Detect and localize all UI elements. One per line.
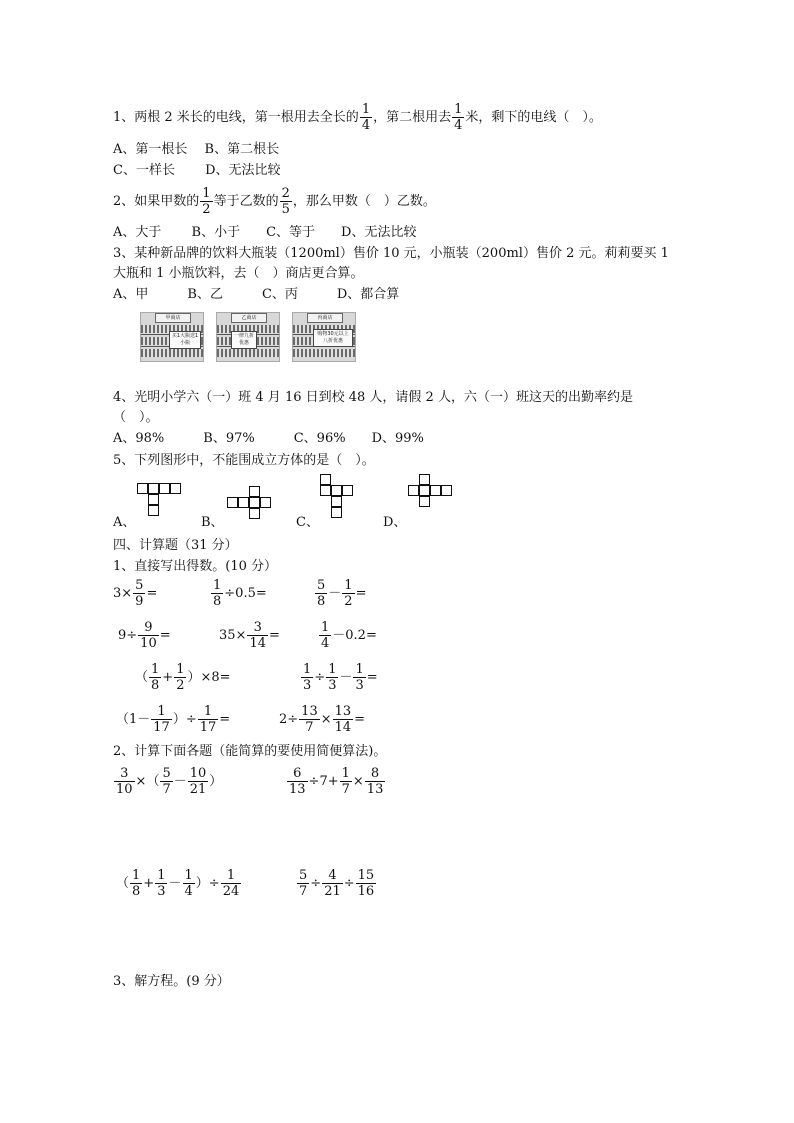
numerator: 8 [365, 766, 386, 782]
net-square [249, 497, 260, 508]
net-square [137, 483, 148, 494]
numerator: 2 [281, 186, 290, 201]
fraction [221, 868, 242, 899]
op-text: = [355, 586, 367, 601]
denominator: 17 [153, 720, 170, 735]
denominator: 24 [222, 884, 240, 899]
op-text: ） [209, 774, 223, 789]
fraction [151, 704, 172, 735]
fraction [130, 868, 142, 899]
denominator: 17 [199, 720, 217, 735]
subsection-1-title: 1、直接写出得数。(10 分） [113, 559, 278, 574]
fraction [301, 662, 313, 693]
calc-r2b [219, 620, 280, 651]
denominator: 8 [317, 594, 326, 609]
fraction [360, 102, 372, 133]
option-c-label: C、 [296, 515, 319, 530]
op-text: －0.2= [332, 628, 377, 643]
denominator: 2 [344, 594, 353, 609]
denominator: 7 [299, 884, 308, 899]
op-text: 9÷ [118, 628, 138, 643]
numerator: 3 [114, 766, 135, 782]
denominator: 3 [157, 884, 166, 899]
fraction [315, 578, 327, 609]
net-square [331, 507, 342, 518]
calc-r1b [210, 578, 267, 609]
numerator: 1 [221, 868, 242, 884]
store-sign: 丙商店 [307, 313, 343, 323]
net-square [320, 485, 331, 496]
numerator: 1 [321, 620, 330, 635]
numerator: 5 [317, 578, 326, 593]
op-text: － [339, 670, 353, 685]
option-b-label: B、 [201, 515, 224, 530]
numerator: 1 [202, 186, 211, 201]
denominator: 2 [176, 678, 185, 693]
calc2-e1 [113, 766, 222, 797]
fraction [200, 186, 212, 217]
op-text: ）÷ [172, 712, 197, 727]
option-a-label: A、 [113, 515, 136, 530]
fraction [183, 868, 195, 899]
denominator: 2 [202, 202, 211, 217]
fraction [247, 620, 268, 651]
fraction [365, 766, 386, 797]
fraction [333, 704, 354, 735]
q1-options-row1: A、第一根长 B、第二根长 [113, 142, 280, 157]
fraction [155, 868, 167, 899]
q2-text: ，那么甲数（ ）乙数。 [292, 194, 436, 209]
op-text: = [219, 712, 231, 727]
bottle-row [141, 349, 203, 357]
fraction [322, 868, 343, 899]
denominator: 10 [116, 782, 133, 797]
fraction [174, 662, 186, 693]
net-square [408, 485, 419, 496]
numerator: 3 [247, 620, 268, 636]
denominator: 13 [366, 782, 384, 797]
denominator: 21 [189, 782, 207, 797]
section-4-title: 四、计算题（31 分） [113, 538, 238, 553]
denominator: 14 [334, 720, 352, 735]
fraction [198, 704, 219, 735]
fraction [297, 868, 309, 899]
fraction [114, 766, 135, 797]
numerator: 1 [151, 662, 160, 677]
op-text: ×（ [135, 774, 160, 789]
bottle-row [293, 349, 355, 357]
denominator: 5 [281, 202, 290, 217]
calc-r2a [118, 620, 171, 651]
op-text: = [366, 670, 378, 685]
op-text: 2÷ [279, 712, 299, 727]
q2-options: A、大于 B、小于 C、等于 D、无法比较 [113, 225, 417, 240]
net-square [419, 496, 430, 507]
op-text: 35× [219, 628, 247, 643]
op-text: － [328, 586, 342, 601]
numerator: 4 [322, 868, 343, 884]
promo-board: 购物30元以上八折优惠 [313, 329, 353, 347]
op-text: ）÷ [195, 876, 220, 891]
numerator: 9 [138, 620, 159, 636]
numerator: 1 [184, 868, 193, 883]
numerator: 1 [303, 662, 312, 677]
fraction [319, 620, 331, 651]
op-text: = [354, 712, 366, 727]
net-square [419, 474, 430, 485]
net-square [331, 485, 342, 496]
fraction [326, 662, 338, 693]
net-square [419, 485, 430, 496]
q3-options: A、甲 B、乙 C、丙 D、都合算 [113, 287, 400, 302]
op-text: ÷ [314, 670, 326, 685]
op-text: （ [116, 876, 130, 891]
store-sign: 甲商店 [155, 313, 191, 323]
denominator: 14 [249, 636, 266, 651]
op-text: = [146, 586, 158, 601]
op-text: ÷7+ [308, 774, 339, 789]
denominator: 10 [140, 636, 157, 651]
denominator: 4 [454, 118, 463, 133]
net-square [170, 483, 181, 494]
numerator: 6 [287, 766, 308, 782]
denominator: 16 [357, 884, 375, 899]
fraction [280, 186, 292, 217]
net-square [148, 483, 159, 494]
promo-board: 买1大瓶送1小瓶 [169, 331, 201, 349]
denominator: 21 [324, 884, 341, 899]
question-3-line1: 3、某种新品牌的饮料大瓶装（1200ml）售价 10 元，小瓶装（200ml）售价 2 元。莉莉要买 1 [113, 246, 669, 261]
fraction [342, 578, 354, 609]
store-jia-image [140, 312, 204, 362]
denominator: 8 [151, 678, 160, 693]
denominator: 8 [132, 884, 141, 899]
fraction [133, 578, 145, 609]
net-square [249, 508, 260, 519]
denominator: 4 [361, 118, 371, 133]
fraction [340, 766, 352, 797]
numerator: 13 [334, 704, 352, 719]
numerator: 1 [454, 102, 463, 117]
q1-text: 1、两根 2 米长的电线，第一根用去全长的 [113, 110, 359, 125]
numerator: 1 [198, 704, 219, 720]
q1-text: ，第二根用去 [373, 110, 452, 125]
numerator: 1 [176, 662, 185, 677]
calc2-e2 [286, 766, 386, 797]
numerator: 5 [162, 766, 171, 781]
question-4-line1: 4、光明小学六（一）班 4 月 16 日到校 48 人，请假 2 人，六（一）班这天的出勤率约是 [113, 390, 633, 405]
q2-text: 2、如果甲数的 [113, 194, 200, 209]
option-d-label: D、 [383, 515, 407, 530]
q4-options: A、98% B、97% C、96% D、99% [113, 431, 424, 446]
calc-r1a [113, 578, 157, 609]
op-text: － [173, 774, 187, 789]
net-square [260, 497, 271, 508]
denominator: 8 [213, 594, 222, 609]
op-text: （ [135, 670, 149, 685]
numerator: 15 [357, 868, 375, 883]
calc2-e3 [116, 868, 242, 899]
denominator: 9 [135, 594, 144, 609]
op-text: + [162, 670, 174, 685]
store-bing-image [292, 312, 356, 362]
fraction [452, 102, 464, 133]
op-text: = [268, 628, 280, 643]
numerator: 1 [157, 868, 166, 883]
calc-r4a [116, 704, 230, 735]
calc-r3a [135, 662, 231, 693]
fraction [353, 662, 365, 693]
op-text: ÷ [310, 876, 322, 891]
fraction [188, 766, 209, 797]
numerator: 1 [132, 868, 141, 883]
denominator: 3 [355, 678, 364, 693]
denominator: 7 [162, 782, 171, 797]
denominator: 7 [341, 782, 350, 797]
bottle-row [217, 349, 279, 357]
fraction [149, 662, 161, 693]
numerator: 1 [361, 102, 371, 117]
fraction [356, 868, 377, 899]
net-square [148, 494, 159, 505]
net-square [441, 485, 452, 496]
numerator: 10 [189, 766, 207, 781]
store-yi-image [216, 312, 280, 362]
fraction [287, 766, 308, 797]
net-square [249, 486, 260, 497]
q1-text: 米，剩下的电线（ ）。 [465, 110, 602, 125]
fraction [299, 704, 320, 735]
net-square [430, 485, 441, 496]
denominator: 13 [289, 782, 306, 797]
op-text: 3× [113, 586, 133, 601]
numerator: 1 [151, 704, 172, 720]
net-square [320, 474, 331, 485]
net-square [159, 483, 170, 494]
calc-r3b [300, 662, 378, 693]
op-text: + [143, 876, 155, 891]
op-text: × [352, 774, 364, 789]
op-text: ÷ [343, 876, 355, 891]
numerator: 5 [299, 868, 308, 883]
denominator: 3 [328, 678, 337, 693]
denominator: 4 [321, 636, 330, 651]
numerator: 1 [355, 662, 364, 677]
op-text: ）×8= [187, 670, 231, 685]
q1-options-row2: C、一样长 D、无法比较 [113, 163, 281, 178]
fraction [138, 620, 159, 651]
calc-r4b [279, 704, 365, 735]
net-square [331, 496, 342, 507]
denominator: 4 [184, 884, 193, 899]
subsection-2-title: 2、计算下面各题（能简算的要使用简便算法)。 [113, 744, 387, 759]
op-text: ÷0.5= [224, 586, 267, 601]
fraction [160, 766, 172, 797]
numerator: 1 [328, 662, 337, 677]
net-square [227, 497, 238, 508]
op-text: （1－ [116, 712, 151, 727]
op-text: = [159, 628, 171, 643]
subsection-3-title: 3、解方程。(9 分） [113, 974, 230, 989]
calc2-e4 [296, 868, 377, 899]
numerator: 5 [135, 578, 144, 593]
numerator: 1 [341, 766, 350, 781]
op-text: × [320, 712, 332, 727]
question-1-stem [113, 102, 602, 133]
denominator: 7 [305, 720, 314, 735]
numerator: 13 [301, 704, 318, 719]
net-square [238, 497, 249, 508]
question-5-stem: 5、下列图形中，不能围成立方体的是（ ）。 [113, 453, 375, 468]
net-square [148, 505, 159, 516]
question-4-line2: （ ）。 [113, 410, 159, 425]
calc-r2c [318, 620, 377, 651]
op-text: － [168, 876, 182, 891]
fraction [211, 578, 223, 609]
denominator: 3 [303, 678, 312, 693]
question-2-stem [113, 186, 436, 217]
calc-r1c [314, 578, 366, 609]
store-sign: 乙商店 [231, 313, 267, 323]
numerator: 1 [213, 578, 222, 593]
q2-text: 等于乙数的 [213, 194, 279, 209]
numerator: 1 [344, 578, 353, 593]
question-3-line2: 大瓶和 1 小瓶饮料，去（ ）商店更合算。 [113, 266, 364, 281]
net-square [342, 485, 353, 496]
promo-board: 一律九折优惠 [231, 331, 257, 349]
